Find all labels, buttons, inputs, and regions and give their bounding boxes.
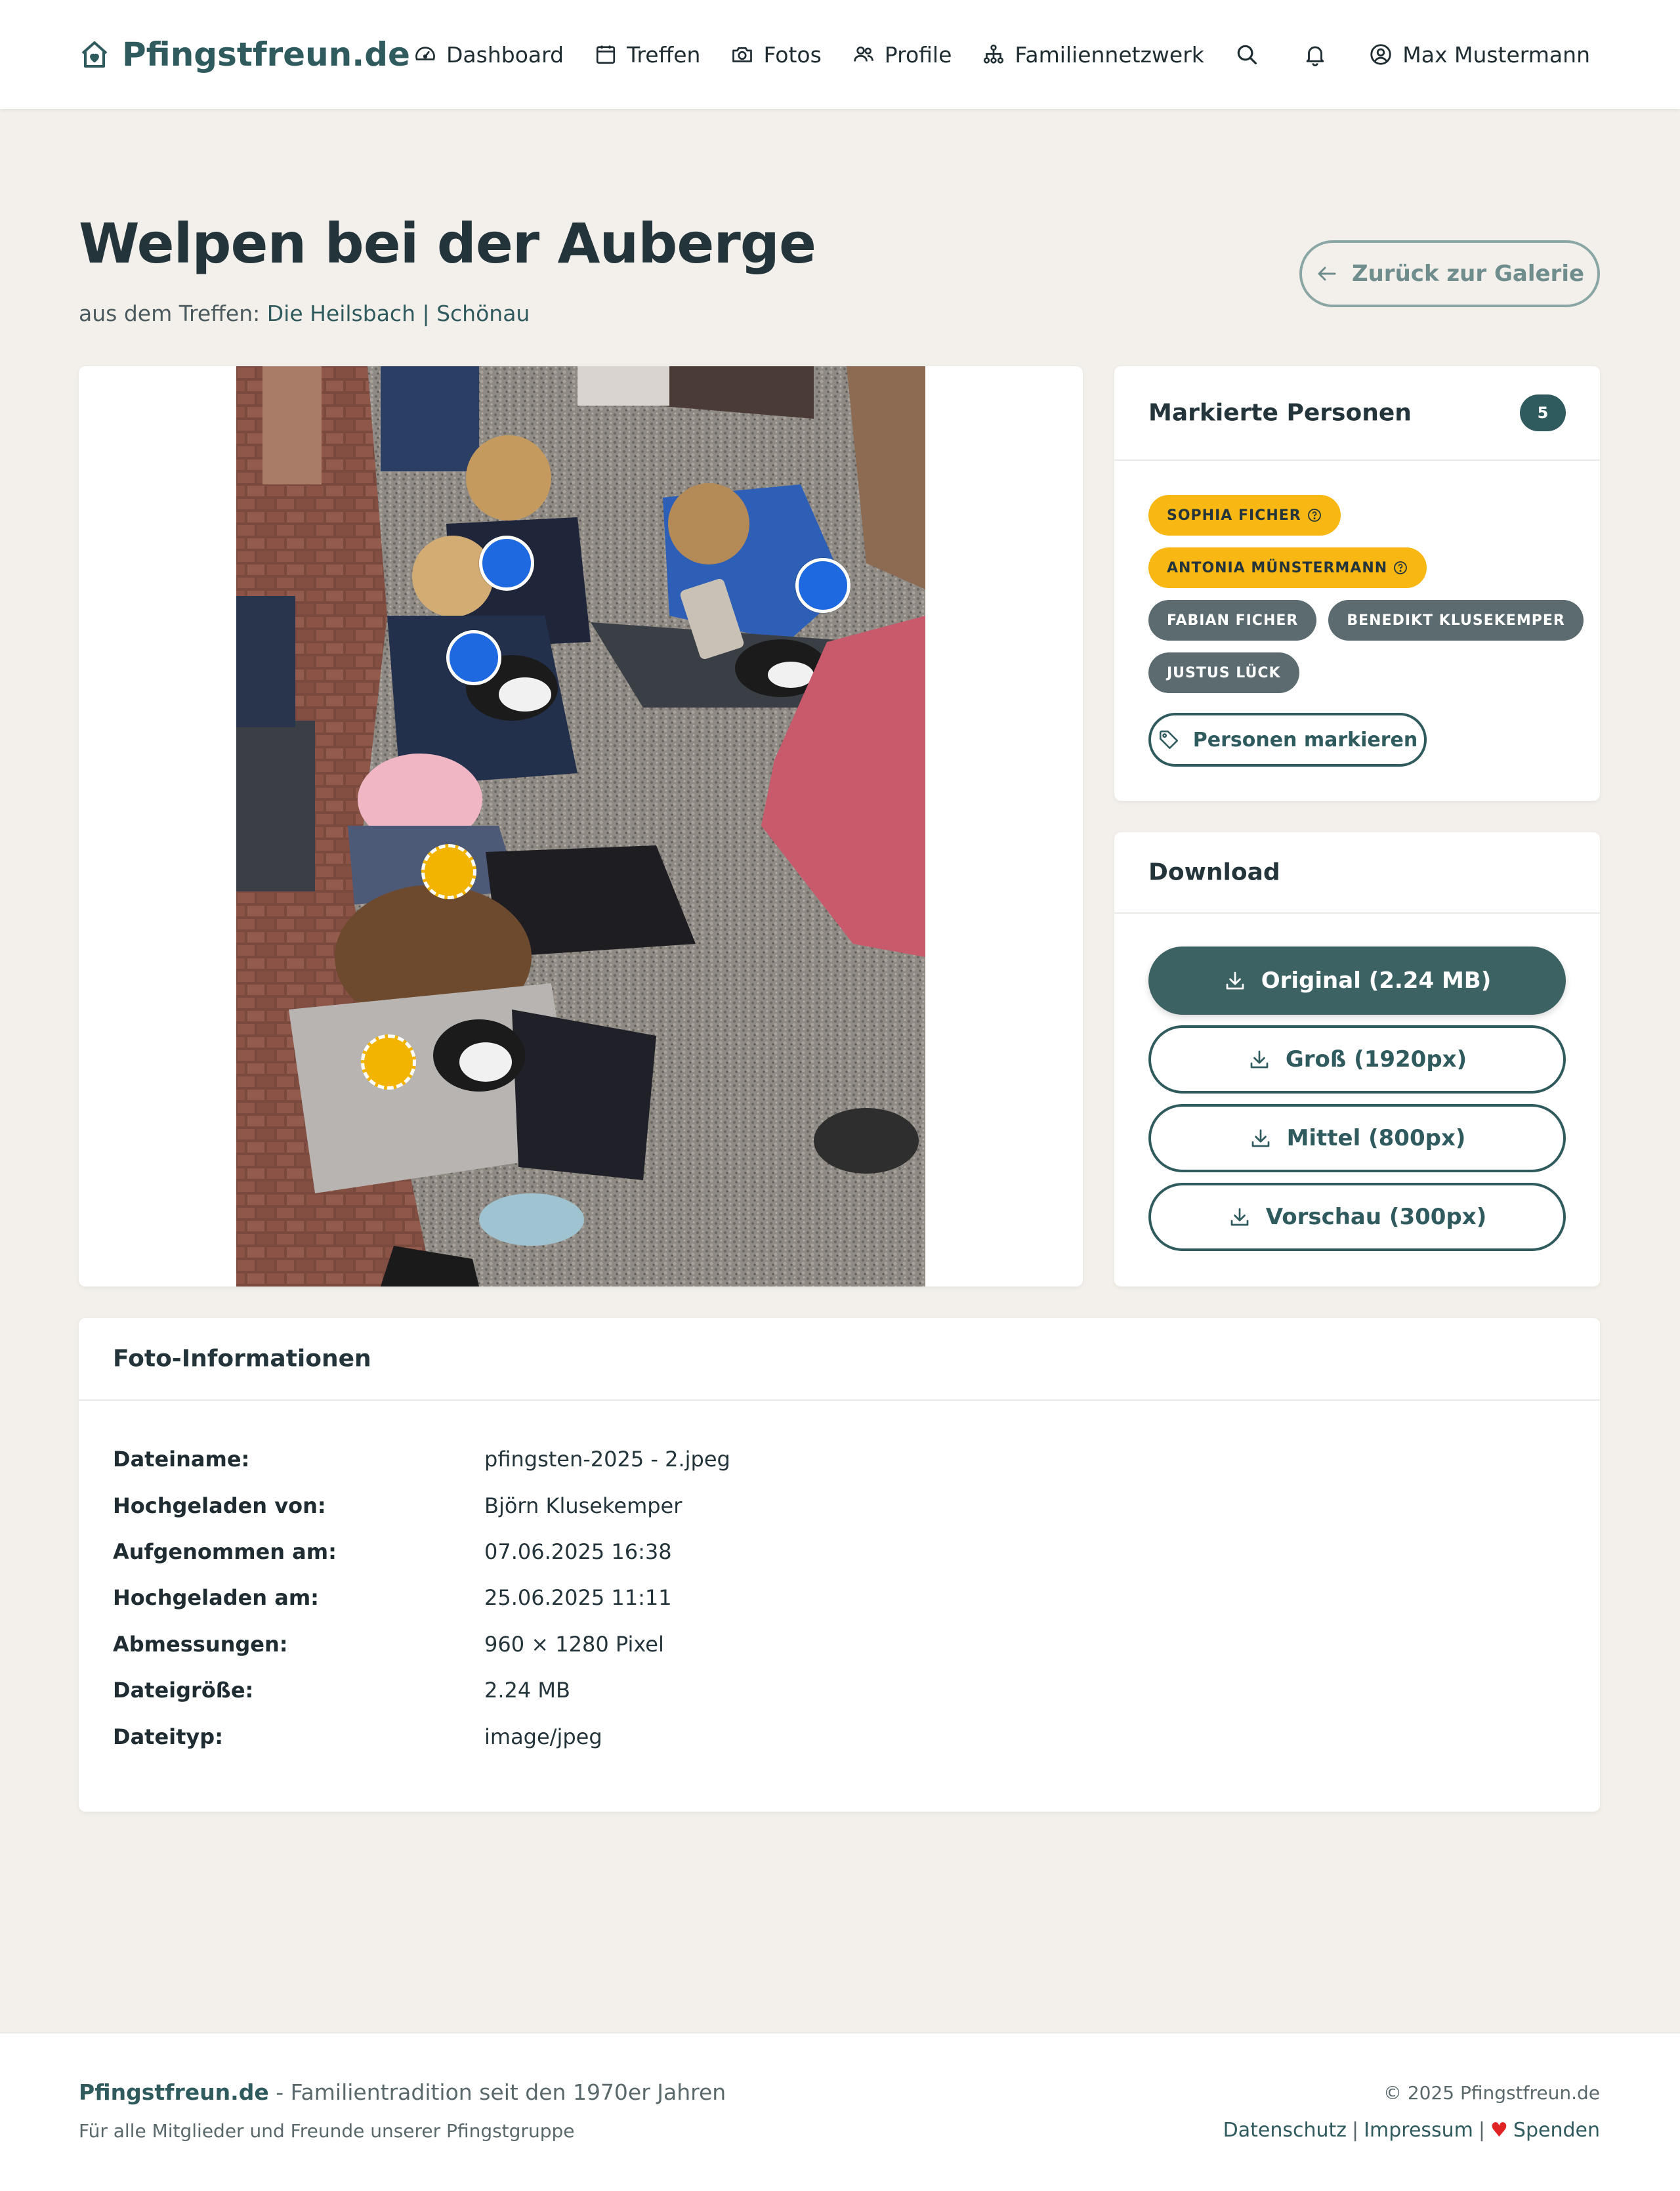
- download-original-label: Original (2.24 MB): [1261, 968, 1492, 994]
- download-header: [1114, 832, 1600, 914]
- subtitle-prefix: aus dem Treffen:: [79, 301, 267, 326]
- photo-info-header: [79, 1318, 1600, 1401]
- download-card: [1114, 832, 1600, 1287]
- person-chip[interactable]: [1148, 547, 1427, 588]
- info-label: Aufgenommen am:: [113, 1539, 337, 1564]
- mark-persons-button[interactable]: [1148, 713, 1427, 767]
- info-value: 960 × 1280 Pixel: [484, 1631, 664, 1657]
- user-menu[interactable]: [1368, 33, 1590, 76]
- photo-container: [236, 366, 925, 1287]
- top-navbar: [0, 0, 1680, 109]
- download-large-button[interactable]: [1148, 1025, 1566, 1094]
- photo-card: [79, 366, 1083, 1287]
- nav-profile-label: Profile: [884, 41, 952, 68]
- info-row-uploaded-by: [113, 1482, 730, 1528]
- photo-tag-marker-pending[interactable]: [421, 844, 476, 899]
- house-heart-icon: [79, 39, 110, 70]
- download-original-button[interactable]: [1148, 947, 1566, 1015]
- person-chip-label: BENEDIKT KLUSEKEMPER: [1347, 612, 1565, 629]
- person-chip[interactable]: [1148, 495, 1341, 536]
- main-navigation: [413, 33, 1328, 76]
- info-value: 07.06.2025 16:38: [484, 1539, 672, 1564]
- nav-dashboard-label: Dashboard: [446, 41, 564, 68]
- back-to-gallery-button[interactable]: [1299, 240, 1600, 307]
- link-separator: |: [1352, 2119, 1359, 2142]
- download-medium-label: Mittel (800px): [1286, 1125, 1466, 1151]
- info-label: Hochgeladen am:: [113, 1585, 319, 1611]
- photo-info-card: [79, 1318, 1600, 1812]
- tagged-persons-title: Markierte Personen: [1148, 399, 1412, 427]
- download-title: Download: [1148, 859, 1280, 886]
- nav-fotos-label: Fotos: [763, 41, 822, 68]
- question-circle-icon: [1307, 507, 1322, 523]
- person-chips: [1148, 495, 1575, 705]
- brand-logo[interactable]: [79, 32, 410, 77]
- person-chip[interactable]: [1148, 652, 1299, 693]
- donate-link[interactable]: Spenden: [1513, 2119, 1600, 2142]
- tagged-persons-card: [1114, 366, 1600, 801]
- photo-tag-marker[interactable]: [446, 630, 501, 685]
- nav-familiennetzwerk-label: Familiennetzwerk: [1015, 41, 1204, 68]
- privacy-link[interactable]: Datenschutz: [1223, 2119, 1347, 2142]
- person-chip[interactable]: [1328, 600, 1583, 641]
- event-link[interactable]: Die Heilsbach | Schönau: [266, 301, 530, 326]
- camera-icon: [730, 43, 754, 66]
- bell-icon: [1303, 42, 1328, 67]
- search-icon: [1234, 42, 1259, 67]
- nav-treffen[interactable]: [594, 42, 700, 68]
- nav-treffen-label: Treffen: [627, 41, 701, 68]
- info-row-filename: [113, 1436, 730, 1482]
- network-icon: [982, 43, 1005, 66]
- imprint-link[interactable]: Impressum: [1364, 2119, 1473, 2142]
- gauge-icon: [413, 43, 437, 66]
- download-icon: [1228, 1205, 1251, 1229]
- info-row-taken-at: [113, 1529, 730, 1575]
- footer-brand: [79, 2079, 726, 2105]
- footer-subline: Für alle Mitglieder und Freunde unserer Pfingstgruppe: [79, 2120, 575, 2142]
- person-chip-label: JUSTUS LÜCK: [1167, 664, 1281, 681]
- photo-info-title: Foto-Informationen: [113, 1345, 371, 1372]
- info-label: Dateiname:: [113, 1447, 250, 1472]
- photo-tag-marker[interactable]: [795, 558, 850, 613]
- info-label: Dateityp:: [113, 1724, 223, 1749]
- tagged-persons-header: [1114, 366, 1600, 461]
- arrow-left-icon: [1315, 262, 1339, 286]
- footer-links: [1223, 2119, 1600, 2142]
- info-value: 25.06.2025 11:11: [484, 1585, 672, 1611]
- download-large-label: Groß (1920px): [1285, 1046, 1467, 1073]
- calendar-icon: [594, 43, 618, 66]
- nav-profile[interactable]: [852, 42, 952, 68]
- footer-tagline: - Familientradition seit den 1970er Jahren: [268, 2079, 726, 2105]
- download-icon: [1248, 1048, 1271, 1071]
- link-separator: |: [1478, 2119, 1486, 2142]
- user-name: Max Mustermann: [1402, 41, 1590, 68]
- info-row-uploaded-at: [113, 1575, 730, 1621]
- download-medium-button[interactable]: [1148, 1104, 1566, 1172]
- download-preview-button[interactable]: [1148, 1183, 1566, 1251]
- info-row-filetype: [113, 1713, 730, 1759]
- tagged-count-badge: 5: [1520, 394, 1566, 431]
- question-circle-icon: [1393, 560, 1408, 576]
- users-icon: [852, 43, 875, 66]
- info-label: Hochgeladen von:: [113, 1493, 326, 1518]
- back-to-gallery-label: Zurück zur Galerie: [1351, 261, 1585, 287]
- nav-familiennetzwerk[interactable]: [982, 42, 1204, 68]
- search-button[interactable]: [1234, 42, 1259, 67]
- tag-icon: [1158, 729, 1180, 751]
- info-row-dimensions: [113, 1621, 730, 1667]
- event-subtitle: [79, 301, 530, 326]
- notifications-button[interactable]: [1303, 42, 1328, 67]
- photo-tag-marker-pending[interactable]: [361, 1034, 416, 1090]
- footer-copyright: © 2025 Pfingstfreun.de: [1383, 2082, 1600, 2104]
- info-value: image/jpeg: [484, 1724, 602, 1749]
- info-value: Björn Klusekemper: [484, 1493, 682, 1518]
- person-chip-label: ANTONIA MÜNSTERMANN: [1167, 559, 1388, 576]
- info-value: pfingsten-2025 - 2.jpeg: [484, 1447, 730, 1472]
- brand-name: Pfingstfreun.de: [122, 35, 410, 74]
- photo-info-list: [113, 1436, 730, 1760]
- download-preview-label: Vorschau (300px): [1265, 1204, 1487, 1230]
- info-value: 2.24 MB: [484, 1678, 570, 1703]
- heart-icon: ♥: [1490, 2119, 1508, 2142]
- photo-tag-marker[interactable]: [479, 536, 534, 591]
- page-footer: [0, 2032, 1680, 2191]
- photo-image: [236, 366, 925, 1287]
- info-row-filesize: [113, 1667, 730, 1713]
- info-label: Dateigröße:: [113, 1678, 254, 1703]
- download-icon: [1249, 1126, 1272, 1150]
- user-circle-icon: [1368, 42, 1393, 67]
- nav-fotos[interactable]: [730, 42, 821, 68]
- mark-persons-label: Personen markieren: [1192, 728, 1418, 752]
- person-chip[interactable]: [1148, 600, 1316, 641]
- person-chip-label: SOPHIA FICHER: [1167, 507, 1301, 524]
- nav-dashboard[interactable]: [413, 42, 564, 68]
- person-chip-label: FABIAN FICHER: [1167, 612, 1299, 629]
- page-title: Welpen bei der Auberge: [79, 211, 816, 276]
- info-label: Abmessungen:: [113, 1631, 288, 1657]
- footer-brand-link[interactable]: Pfingstfreun.de: [79, 2079, 269, 2105]
- download-icon: [1223, 969, 1247, 992]
